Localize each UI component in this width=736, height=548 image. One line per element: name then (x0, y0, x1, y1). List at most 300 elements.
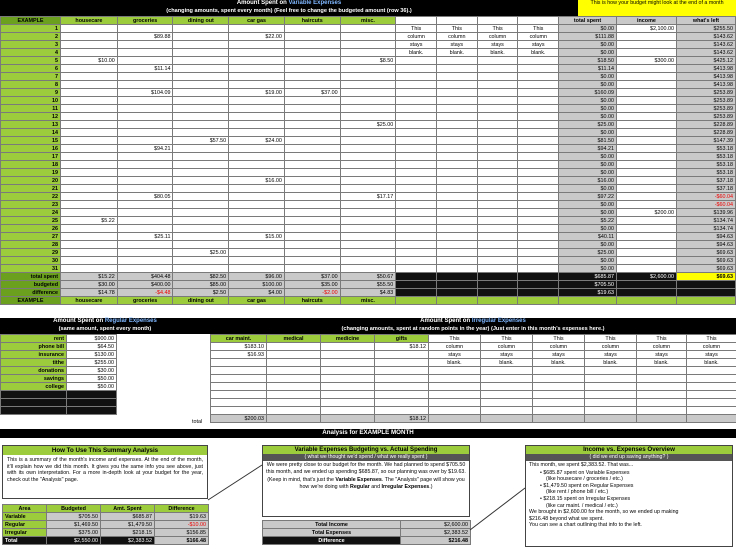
variable-cell[interactable]: $11.14 (117, 65, 173, 73)
variable-cell[interactable] (340, 73, 396, 81)
summary-cell[interactable]: $55.50 (340, 281, 396, 289)
variable-cell[interactable]: $25.11 (117, 233, 173, 241)
variable-cell[interactable] (61, 121, 118, 129)
irregular-cell[interactable] (375, 383, 429, 391)
variable-cell[interactable] (61, 209, 118, 217)
variable-cell[interactable] (518, 57, 559, 65)
variable-cell[interactable]: $80.05 (117, 193, 173, 201)
variable-cell[interactable] (173, 233, 229, 241)
variable-cell[interactable] (518, 225, 559, 233)
irregular-cell[interactable] (375, 407, 429, 415)
variable-cell[interactable] (173, 113, 229, 121)
variable-cell[interactable] (61, 81, 118, 89)
variable-cell[interactable] (477, 185, 518, 193)
variable-cell[interactable] (284, 177, 340, 185)
variable-cell[interactable] (173, 33, 229, 41)
variable-cell[interactable] (396, 201, 437, 209)
variable-cell[interactable] (340, 129, 396, 137)
variable-cell[interactable] (229, 81, 285, 89)
regular-amount[interactable]: $130.00 (67, 351, 117, 359)
variable-cell[interactable] (284, 25, 340, 33)
variable-cell[interactable] (284, 241, 340, 249)
variable-cell[interactable]: $25.00 (173, 249, 229, 257)
summary-cell[interactable]: $85.00 (173, 281, 229, 289)
irregular-cell[interactable] (267, 391, 321, 399)
variable-cell[interactable] (518, 185, 559, 193)
irregular-cell[interactable] (211, 399, 267, 407)
variable-cell[interactable] (518, 177, 559, 185)
variable-cell[interactable] (173, 193, 229, 201)
variable-cell[interactable] (229, 105, 285, 113)
irregular-cell[interactable] (375, 351, 429, 359)
variable-cell[interactable] (437, 57, 478, 65)
summary-cell[interactable]: $400.00 (117, 281, 173, 289)
variable-cell[interactable] (437, 89, 478, 97)
regular-amount[interactable]: $64.50 (67, 343, 117, 351)
variable-cell[interactable] (173, 209, 229, 217)
variable-cell[interactable] (229, 185, 285, 193)
variable-cell[interactable] (396, 177, 437, 185)
variable-cell[interactable] (229, 129, 285, 137)
variable-cell[interactable] (61, 225, 118, 233)
irregular-cell[interactable] (211, 407, 267, 415)
variable-cell[interactable] (229, 65, 285, 73)
variable-cell[interactable] (437, 217, 478, 225)
variable-cell[interactable] (437, 185, 478, 193)
variable-cell[interactable]: $19.00 (229, 89, 285, 97)
variable-cell[interactable]: $22.00 (229, 33, 285, 41)
variable-cell[interactable] (396, 249, 437, 257)
variable-cell[interactable] (173, 217, 229, 225)
variable-cell[interactable] (117, 41, 173, 49)
variable-cell[interactable] (518, 105, 559, 113)
variable-cell[interactable] (396, 129, 437, 137)
variable-cell[interactable] (518, 97, 559, 105)
variable-cell[interactable] (284, 129, 340, 137)
variable-cell[interactable] (437, 225, 478, 233)
variable-cell[interactable] (437, 209, 478, 217)
variable-cell[interactable] (340, 201, 396, 209)
variable-cell[interactable] (117, 73, 173, 81)
variable-cell[interactable] (477, 65, 518, 73)
summary-cell[interactable]: $35.00 (284, 281, 340, 289)
variable-cell[interactable] (229, 201, 285, 209)
variable-cell[interactable] (437, 233, 478, 241)
variable-cell[interactable] (477, 105, 518, 113)
variable-cell[interactable] (518, 161, 559, 169)
variable-cell[interactable] (117, 185, 173, 193)
variable-cell[interactable] (229, 193, 285, 201)
regular-amount[interactable] (67, 407, 117, 415)
variable-cell[interactable] (396, 121, 437, 129)
variable-cell[interactable] (340, 161, 396, 169)
variable-cell[interactable] (396, 73, 437, 81)
variable-cell[interactable] (284, 97, 340, 105)
variable-cell[interactable] (284, 217, 340, 225)
variable-cell[interactable] (229, 217, 285, 225)
variable-cell[interactable] (173, 185, 229, 193)
variable-cell[interactable]: $17.17 (340, 193, 396, 201)
irregular-cell[interactable] (375, 359, 429, 367)
variable-cell[interactable] (117, 257, 173, 265)
variable-cell[interactable] (477, 97, 518, 105)
variable-cell[interactable] (437, 65, 478, 73)
variable-cell[interactable] (518, 137, 559, 145)
variable-cell[interactable] (340, 113, 396, 121)
variable-cell[interactable] (229, 25, 285, 33)
variable-cell[interactable] (229, 249, 285, 257)
variable-cell[interactable] (284, 73, 340, 81)
variable-cell[interactable] (396, 105, 437, 113)
variable-cell[interactable] (340, 81, 396, 89)
variable-cell[interactable] (518, 121, 559, 129)
variable-cell[interactable] (518, 65, 559, 73)
irregular-cell[interactable] (321, 367, 375, 375)
variable-cell[interactable]: $37.00 (284, 89, 340, 97)
variable-cell[interactable] (117, 137, 173, 145)
variable-cell[interactable] (117, 217, 173, 225)
variable-cell[interactable] (284, 161, 340, 169)
variable-cell[interactable] (340, 233, 396, 241)
variable-cell[interactable] (437, 201, 478, 209)
variable-cell[interactable] (477, 145, 518, 153)
variable-cell[interactable] (284, 81, 340, 89)
variable-cell[interactable] (437, 177, 478, 185)
variable-cell[interactable] (117, 81, 173, 89)
variable-cell[interactable] (173, 201, 229, 209)
variable-cell[interactable] (229, 73, 285, 81)
variable-cell[interactable] (173, 225, 229, 233)
variable-cell[interactable] (437, 121, 478, 129)
variable-cell[interactable] (173, 49, 229, 57)
variable-cell[interactable] (61, 233, 118, 241)
irregular-cell[interactable] (375, 399, 429, 407)
variable-cell[interactable] (518, 113, 559, 121)
variable-cell[interactable] (396, 265, 437, 273)
variable-cell[interactable] (229, 225, 285, 233)
variable-cell[interactable] (284, 49, 340, 57)
irregular-cell[interactable] (211, 359, 267, 367)
variable-cell[interactable] (117, 169, 173, 177)
variable-cell[interactable] (61, 137, 118, 145)
variable-cell[interactable] (284, 233, 340, 241)
variable-cell[interactable]: $15.00 (229, 233, 285, 241)
irregular-cell[interactable] (211, 391, 267, 399)
variable-cell[interactable] (477, 81, 518, 89)
regular-amount[interactable]: $30.00 (67, 367, 117, 375)
variable-cell[interactable] (437, 81, 478, 89)
variable-cell[interactable] (173, 177, 229, 185)
variable-cell[interactable] (437, 129, 478, 137)
irregular-cell[interactable] (321, 391, 375, 399)
variable-cell[interactable] (229, 113, 285, 121)
variable-cell[interactable] (477, 209, 518, 217)
variable-cell[interactable] (518, 73, 559, 81)
variable-cell[interactable] (61, 105, 118, 113)
variable-cell[interactable] (229, 257, 285, 265)
variable-cell[interactable] (340, 33, 396, 41)
variable-cell[interactable] (396, 89, 437, 97)
variable-cell[interactable] (173, 241, 229, 249)
irregular-cell[interactable]: $18.12 (375, 343, 429, 351)
variable-cell[interactable]: $104.09 (117, 89, 173, 97)
summary-cell[interactable]: $30.00 (61, 281, 118, 289)
variable-cell[interactable] (173, 81, 229, 89)
variable-cell[interactable] (173, 257, 229, 265)
variable-cell[interactable] (518, 233, 559, 241)
variable-cell[interactable] (117, 97, 173, 105)
variable-cell[interactable] (117, 177, 173, 185)
variable-cell[interactable] (518, 249, 559, 257)
variable-cell[interactable] (61, 73, 118, 81)
variable-cell[interactable] (477, 57, 518, 65)
variable-cell[interactable]: $5.22 (61, 217, 118, 225)
variable-cell[interactable] (229, 241, 285, 249)
variable-cell[interactable] (477, 73, 518, 81)
variable-cell[interactable] (396, 81, 437, 89)
variable-cell[interactable] (284, 57, 340, 65)
variable-cell[interactable] (396, 97, 437, 105)
variable-cell[interactable] (340, 49, 396, 57)
regular-amount[interactable]: $255.00 (67, 359, 117, 367)
variable-cell[interactable] (284, 145, 340, 153)
variable-cell[interactable]: $10.00 (61, 57, 118, 65)
variable-cell[interactable] (340, 65, 396, 73)
irregular-cell[interactable] (375, 367, 429, 375)
variable-cell[interactable] (229, 169, 285, 177)
variable-cell[interactable]: $89.88 (117, 33, 173, 41)
variable-cell[interactable] (61, 25, 118, 33)
irregular-cell[interactable] (321, 407, 375, 415)
variable-cell[interactable] (229, 209, 285, 217)
variable-cell[interactable] (173, 169, 229, 177)
irregular-cell[interactable] (321, 383, 375, 391)
variable-cell[interactable] (61, 153, 118, 161)
variable-cell[interactable] (229, 57, 285, 65)
variable-cell[interactable] (229, 121, 285, 129)
variable-cell[interactable] (477, 217, 518, 225)
variable-cell[interactable] (437, 113, 478, 121)
irregular-cell[interactable] (267, 399, 321, 407)
variable-cell[interactable] (284, 41, 340, 49)
variable-cell[interactable] (437, 105, 478, 113)
variable-cell[interactable] (437, 145, 478, 153)
irregular-cell[interactable] (211, 375, 267, 383)
regular-amount[interactable]: $50.00 (67, 375, 117, 383)
variable-cell[interactable] (340, 145, 396, 153)
irregular-cell[interactable] (211, 367, 267, 375)
variable-cell[interactable] (396, 225, 437, 233)
variable-cell[interactable] (284, 65, 340, 73)
variable-cell[interactable] (229, 153, 285, 161)
regular-amount[interactable] (67, 399, 117, 407)
variable-cell[interactable] (437, 241, 478, 249)
variable-cell[interactable] (396, 193, 437, 201)
variable-cell[interactable] (173, 65, 229, 73)
variable-cell[interactable] (477, 161, 518, 169)
variable-cell[interactable] (229, 41, 285, 49)
variable-cell[interactable] (340, 89, 396, 97)
variable-cell[interactable] (284, 193, 340, 201)
regular-amount[interactable]: $900.00 (67, 335, 117, 343)
variable-cell[interactable] (61, 89, 118, 97)
variable-cell[interactable] (284, 105, 340, 113)
variable-cell[interactable] (284, 185, 340, 193)
variable-cell[interactable] (284, 249, 340, 257)
irregular-cell[interactable] (321, 343, 375, 351)
variable-cell[interactable] (477, 153, 518, 161)
variable-cell[interactable] (340, 169, 396, 177)
variable-cell[interactable] (173, 265, 229, 273)
variable-cell[interactable] (61, 177, 118, 185)
variable-cell[interactable] (61, 129, 118, 137)
variable-cell[interactable] (518, 201, 559, 209)
variable-cell[interactable] (61, 145, 118, 153)
variable-cell[interactable] (284, 265, 340, 273)
variable-cell[interactable] (477, 265, 518, 273)
variable-cell[interactable] (477, 129, 518, 137)
variable-cell[interactable] (284, 137, 340, 145)
variable-cell[interactable] (61, 257, 118, 265)
variable-cell[interactable] (396, 241, 437, 249)
variable-cell[interactable] (340, 105, 396, 113)
irregular-cell[interactable] (321, 399, 375, 407)
variable-cell[interactable] (477, 169, 518, 177)
variable-cell[interactable] (117, 121, 173, 129)
variable-cell[interactable] (61, 113, 118, 121)
variable-cell[interactable] (284, 201, 340, 209)
variable-cell[interactable] (229, 145, 285, 153)
variable-cell[interactable] (173, 145, 229, 153)
variable-cell[interactable] (477, 249, 518, 257)
variable-cell[interactable] (518, 241, 559, 249)
variable-cell[interactable] (61, 65, 118, 73)
irregular-cell[interactable] (267, 407, 321, 415)
variable-cell[interactable]: $25.00 (340, 121, 396, 129)
variable-cell[interactable] (117, 225, 173, 233)
variable-cell[interactable] (437, 161, 478, 169)
variable-cell[interactable] (396, 257, 437, 265)
variable-cell[interactable] (117, 153, 173, 161)
variable-cell[interactable] (477, 121, 518, 129)
variable-cell[interactable] (518, 193, 559, 201)
variable-cell[interactable] (437, 257, 478, 265)
variable-cell[interactable] (117, 105, 173, 113)
variable-cell[interactable] (173, 129, 229, 137)
irregular-cell[interactable] (267, 375, 321, 383)
variable-cell[interactable] (340, 217, 396, 225)
variable-cell[interactable] (61, 265, 118, 273)
variable-cell[interactable] (61, 193, 118, 201)
variable-cell[interactable] (437, 193, 478, 201)
variable-cell[interactable] (284, 121, 340, 129)
variable-cell[interactable] (437, 97, 478, 105)
variable-cell[interactable] (117, 129, 173, 137)
variable-cell[interactable] (396, 137, 437, 145)
irregular-cell[interactable] (321, 351, 375, 359)
variable-cell[interactable] (477, 233, 518, 241)
variable-cell[interactable] (117, 209, 173, 217)
variable-cell[interactable] (117, 113, 173, 121)
variable-cell[interactable] (437, 265, 478, 273)
variable-cell[interactable]: $16.00 (229, 177, 285, 185)
irregular-cell[interactable] (267, 367, 321, 375)
variable-cell[interactable] (284, 169, 340, 177)
variable-cell[interactable] (340, 97, 396, 105)
variable-cell[interactable] (437, 169, 478, 177)
variable-cell[interactable] (340, 185, 396, 193)
variable-cell[interactable] (340, 249, 396, 257)
variable-cell[interactable] (477, 225, 518, 233)
variable-cell[interactable] (117, 201, 173, 209)
variable-cell[interactable] (61, 249, 118, 257)
regular-amount[interactable] (67, 391, 117, 399)
variable-cell[interactable] (117, 265, 173, 273)
variable-cell[interactable] (61, 49, 118, 57)
variable-cell[interactable] (396, 185, 437, 193)
irregular-cell[interactable] (267, 343, 321, 351)
irregular-cell[interactable] (267, 383, 321, 391)
variable-cell[interactable] (117, 249, 173, 257)
variable-cell[interactable] (173, 25, 229, 33)
variable-cell[interactable] (284, 153, 340, 161)
variable-cell[interactable] (340, 25, 396, 33)
variable-cell[interactable] (61, 97, 118, 105)
variable-cell[interactable] (477, 177, 518, 185)
variable-cell[interactable] (173, 97, 229, 105)
variable-cell[interactable] (518, 265, 559, 273)
variable-cell[interactable] (477, 241, 518, 249)
variable-cell[interactable] (117, 49, 173, 57)
variable-cell[interactable] (173, 161, 229, 169)
irregular-cell[interactable] (375, 375, 429, 383)
variable-cell[interactable] (61, 241, 118, 249)
variable-cell[interactable] (340, 41, 396, 49)
variable-cell[interactable] (518, 169, 559, 177)
variable-cell[interactable] (518, 89, 559, 97)
variable-cell[interactable] (518, 217, 559, 225)
variable-cell[interactable] (437, 153, 478, 161)
variable-cell[interactable]: $94.21 (117, 145, 173, 153)
variable-cell[interactable] (284, 113, 340, 121)
regular-amount[interactable]: $50.00 (67, 383, 117, 391)
variable-cell[interactable] (477, 193, 518, 201)
variable-cell[interactable] (173, 41, 229, 49)
variable-cell[interactable] (284, 209, 340, 217)
variable-cell[interactable] (518, 153, 559, 161)
variable-cell[interactable] (477, 257, 518, 265)
variable-cell[interactable] (117, 161, 173, 169)
variable-cell[interactable] (173, 121, 229, 129)
irregular-cell[interactable] (375, 391, 429, 399)
variable-cell[interactable] (340, 225, 396, 233)
variable-cell[interactable] (437, 73, 478, 81)
variable-cell[interactable] (518, 129, 559, 137)
variable-cell[interactable] (340, 209, 396, 217)
variable-cell[interactable] (396, 113, 437, 121)
variable-cell[interactable] (396, 209, 437, 217)
variable-cell[interactable] (396, 65, 437, 73)
variable-cell[interactable] (477, 89, 518, 97)
variable-cell[interactable] (340, 153, 396, 161)
variable-cell[interactable] (477, 113, 518, 121)
variable-cell[interactable] (396, 57, 437, 65)
variable-cell[interactable] (396, 153, 437, 161)
variable-cell[interactable] (284, 257, 340, 265)
irregular-cell[interactable]: $16.93 (211, 351, 267, 359)
variable-cell[interactable] (518, 145, 559, 153)
variable-cell[interactable] (117, 241, 173, 249)
